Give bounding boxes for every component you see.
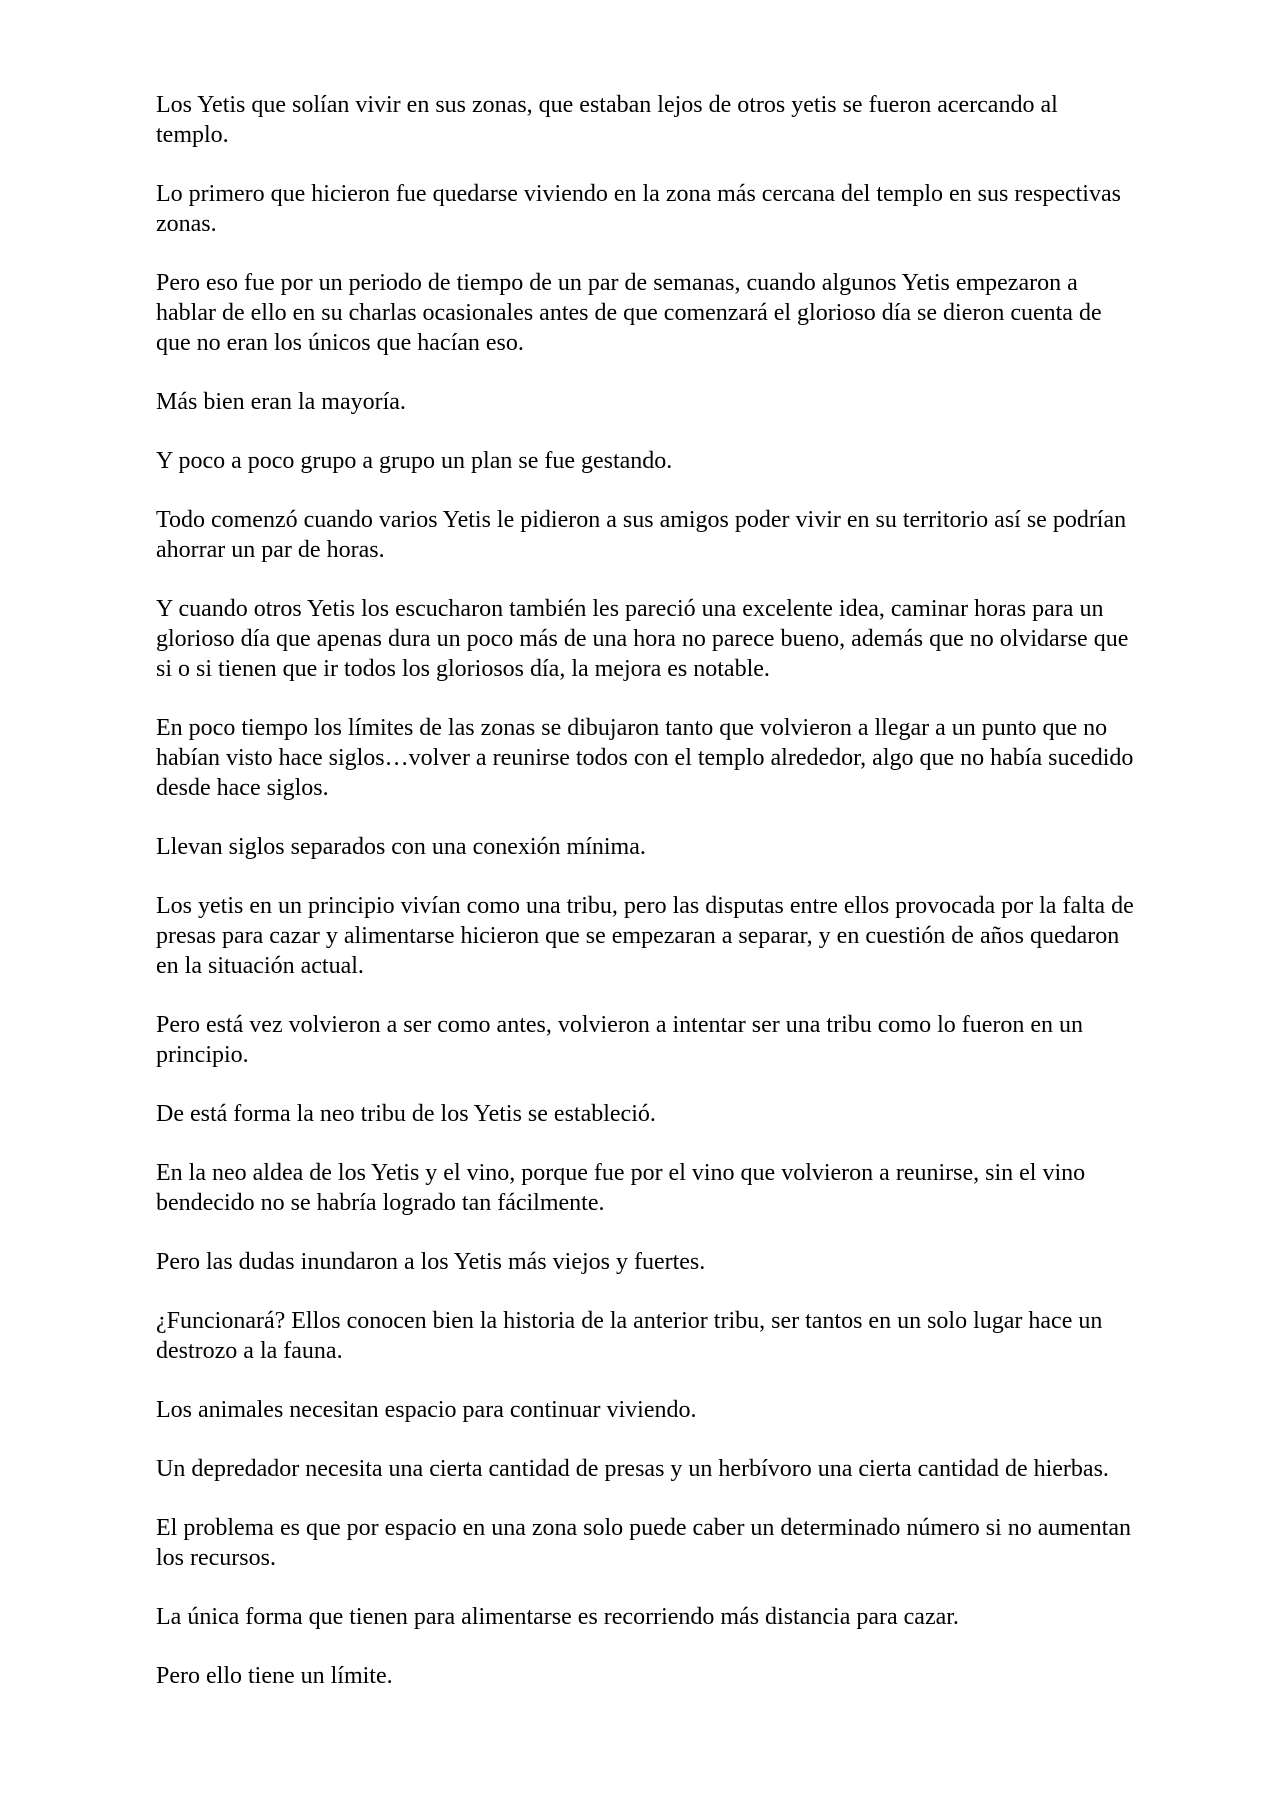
paragraph: ¿Funcionará? Ellos conocen bien la historia de la anterior tribu, ser tantos en un solo lugar hace un destrozo a la fauna. xyxy=(156,1308,1103,1364)
paragraph: En poco tiempo los límites de las zonas se dibujaron tanto que volvieron a llegar a un punto que no habían visto hace siglos…volver a reunirse todos con el templo alrededor, algo que no había sucedido desde hace siglos. xyxy=(156,715,1134,801)
paragraph: Los animales necesitan espacio para continuar viviendo. xyxy=(156,1397,697,1423)
paragraph: Todo comenzó cuando varios Yetis le pidieron a sus amigos poder vivir en su territorio así se podrían ahorrar un par de horas. xyxy=(156,507,1127,563)
paragraph: La única forma que tienen para alimentarse es recorriendo más distancia para cazar. xyxy=(156,1604,959,1630)
paragraph: Un depredador necesita una cierta cantidad de presas y un herbívoro una cierta cantidad de hierbas. xyxy=(156,1456,1109,1482)
paragraph: El problema es que por espacio en una zona solo puede caber un determinado número si no aumentan los recursos. xyxy=(156,1515,1131,1571)
paragraph: Pero está vez volvieron a ser como antes, volvieron a intentar ser una tribu como lo fueron en un principio. xyxy=(156,1012,1084,1068)
paragraph: Pero ello tiene un límite. xyxy=(156,1663,393,1689)
paragraph: Lo primero que hicieron fue quedarse viviendo en la zona más cercana del templo en sus respectivas zonas. xyxy=(156,181,1121,237)
paragraph: Y poco a poco grupo a grupo un plan se fue gestando. xyxy=(156,448,673,474)
paragraph: Los yetis en un principio vivían como una tribu, pero las disputas entre ellos provocada por la falta de presas para cazar y alimentarse hicieron que se empezaran a separar, y en cuestión de años quedaron en la situación actual. xyxy=(156,893,1134,979)
paragraph: Y cuando otros Yetis los escucharon también les pareció una excelente idea, caminar horas para un glorioso día que apenas dura un poco más de una hora no parece bueno, además que no olvidarse que si o si tienen que ir todos los gloriosos día, la mejora es notable. xyxy=(156,596,1129,682)
paragraph: En la neo aldea de los Yetis y el vino, porque fue por el vino que volvieron a reunirse, sin el vino bendecido no se habría logrado tan fácilmente. xyxy=(156,1160,1086,1216)
paragraph: Los Yetis que solían vivir en sus zonas, que estaban lejos de otros yetis se fueron acercando al templo. xyxy=(156,92,1058,148)
paragraph: Más bien eran la mayoría. xyxy=(156,389,406,415)
paragraph: Pero eso fue por un periodo de tiempo de un par de semanas, cuando algunos Yetis empezaron a hablar de ello en su charlas ocasionales antes de que comenzará el glorioso día se dieron cuenta de que no eran los únicos que hacían eso. xyxy=(156,270,1102,356)
document-body xyxy=(156,90,1136,1720)
paragraph: De está forma la neo tribu de los Yetis se estableció. xyxy=(156,1101,656,1127)
paragraph: Pero las dudas inundaron a los Yetis más viejos y fuertes. xyxy=(156,1249,706,1275)
paragraph: Llevan siglos separados con una conexión mínima. xyxy=(156,834,646,860)
